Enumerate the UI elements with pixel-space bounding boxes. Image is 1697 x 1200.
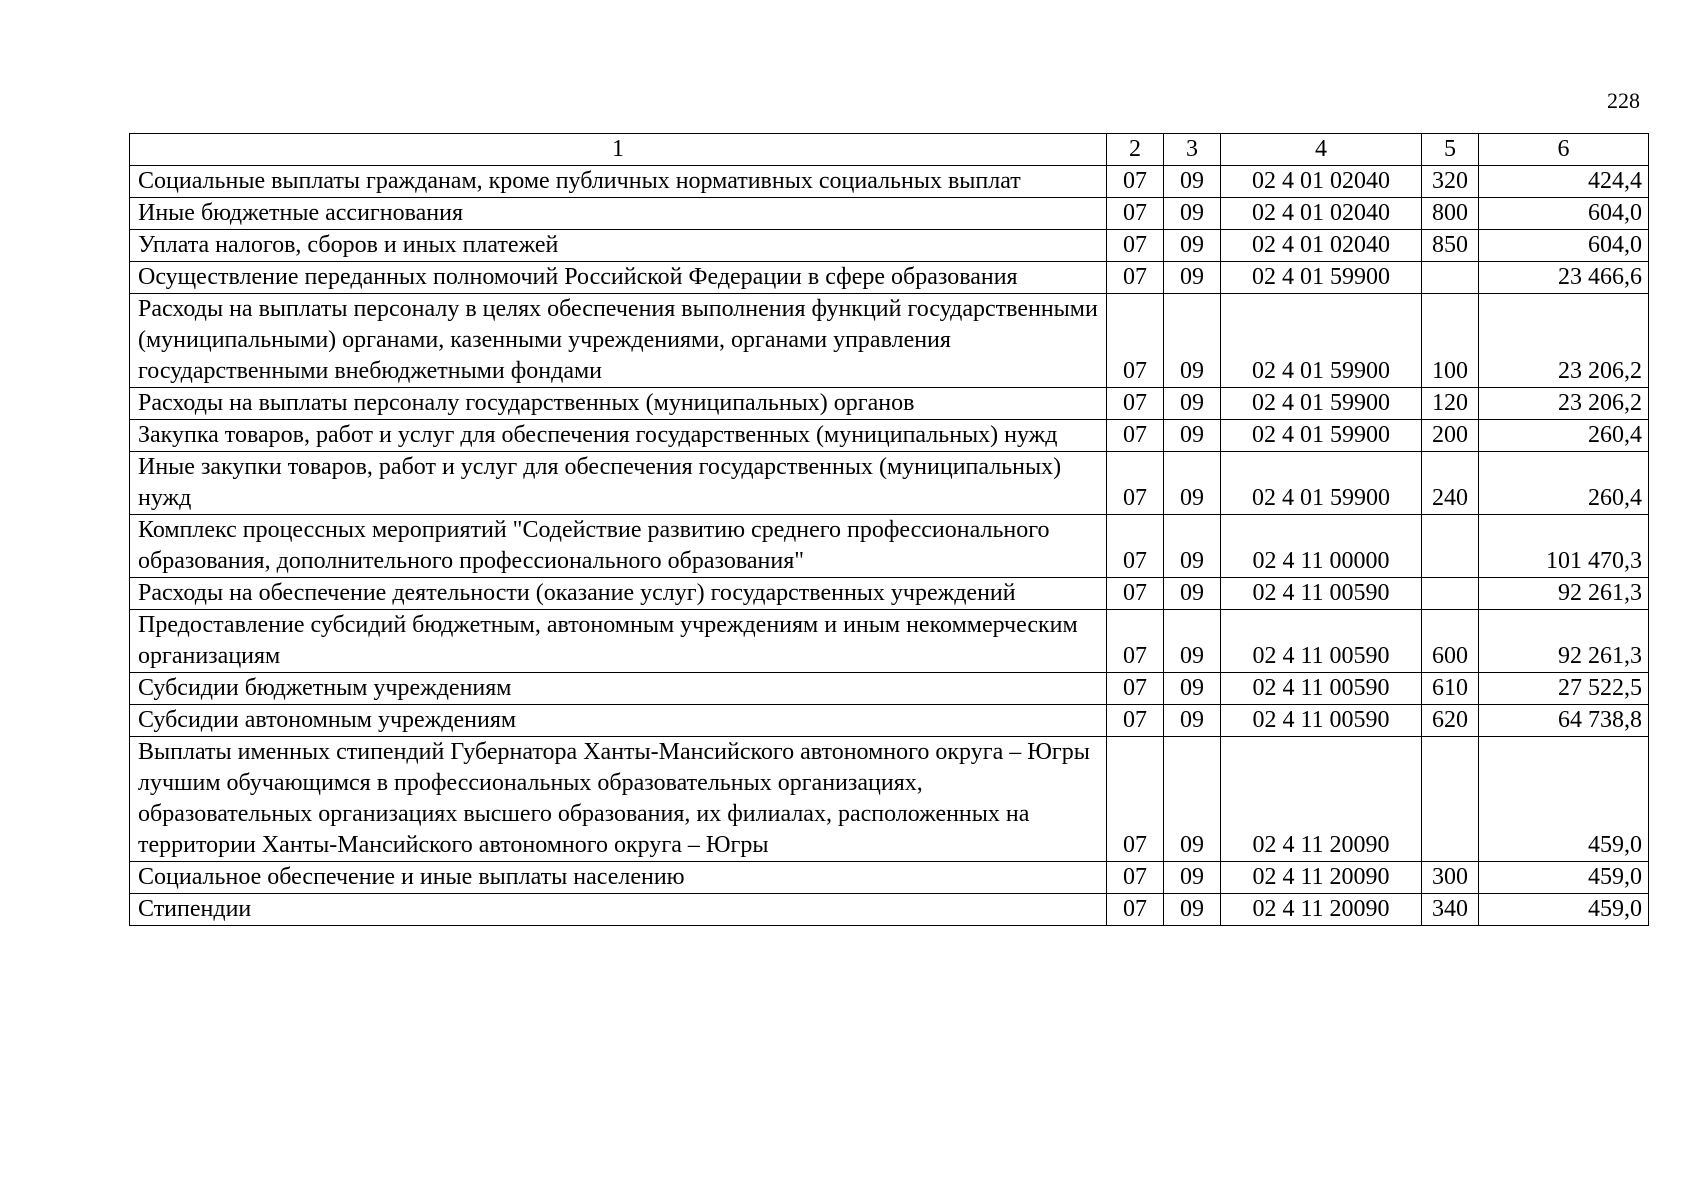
amount-cell: 92 261,3 [1479,578,1649,610]
amount-cell: 459,0 [1479,894,1649,926]
table-row [130,610,1649,673]
target-article-cell: 02 4 01 59900 [1221,452,1422,515]
expense-type-cell: 620 [1422,705,1479,737]
section-code-cell: 07 [1107,262,1164,294]
table-row [130,166,1649,198]
amount-cell: 27 522,5 [1479,673,1649,705]
expense-type-cell [1422,578,1479,610]
target-article-cell: 02 4 11 00590 [1221,610,1422,673]
column-header: 5 [1422,134,1479,166]
subsection-code-cell: 09 [1164,420,1221,452]
subsection-code-cell: 09 [1164,262,1221,294]
expense-name-cell: Стипендии [130,894,1107,926]
subsection-code-cell: 09 [1164,198,1221,230]
page-number: 228 [1607,88,1640,113]
table-row [130,294,1649,388]
table-row [130,894,1649,926]
section-code-cell: 07 [1107,294,1164,388]
table-row [130,673,1649,705]
section-code-cell: 07 [1107,862,1164,894]
target-article-cell: 02 4 01 59900 [1221,420,1422,452]
expense-type-cell: 800 [1422,198,1479,230]
subsection-code-cell: 09 [1164,673,1221,705]
amount-cell: 424,4 [1479,166,1649,198]
subsection-code-cell: 09 [1164,737,1221,862]
table-row [130,420,1649,452]
subsection-code-cell: 09 [1164,705,1221,737]
expense-type-cell [1422,737,1479,862]
table-header-row [130,134,1649,166]
table-row [130,705,1649,737]
subsection-code-cell: 09 [1164,578,1221,610]
amount-cell: 23 206,2 [1479,388,1649,420]
amount-cell: 92 261,3 [1479,610,1649,673]
amount-cell: 260,4 [1479,420,1649,452]
subsection-code-cell: 09 [1164,862,1221,894]
table-body [130,166,1649,926]
expense-type-cell: 610 [1422,673,1479,705]
subsection-code-cell: 09 [1164,515,1221,578]
target-article-cell: 02 4 11 20090 [1221,894,1422,926]
target-article-cell: 02 4 11 00590 [1221,673,1422,705]
expense-name-cell: Выплаты именных стипендий Губернатора Ханты-Мансийского автономного округа – Югры лучшим обучающимся в профессиональных образовательных организациях, образовательных организациях высшего образования, их филиалах, расположенных на территории Ханты-Мансийского автономного округа – Югры [130,737,1107,862]
expense-name-cell: Иные бюджетные ассигнования [130,198,1107,230]
expense-name-cell: Иные закупки товаров, работ и услуг для обеспечения государственных (муниципальных) нужд [130,452,1107,515]
target-article-cell: 02 4 11 00000 [1221,515,1422,578]
section-code-cell: 07 [1107,420,1164,452]
table-row [130,515,1649,578]
subsection-code-cell: 09 [1164,294,1221,388]
section-code-cell: 07 [1107,894,1164,926]
subsection-code-cell: 09 [1164,452,1221,515]
expense-name-cell: Комплекс процессных мероприятий "Содействие развитию среднего профессионального образования, дополнительного профессионального образования" [130,515,1107,578]
expense-type-cell: 300 [1422,862,1479,894]
column-header: 2 [1107,134,1164,166]
target-article-cell: 02 4 01 59900 [1221,262,1422,294]
expense-name-cell: Закупка товаров, работ и услуг для обеспечения государственных (муниципальных) нужд [130,420,1107,452]
section-code-cell: 07 [1107,673,1164,705]
target-article-cell: 02 4 01 59900 [1221,294,1422,388]
expense-type-cell [1422,515,1479,578]
expense-name-cell: Осуществление переданных полномочий Российской Федерации в сфере образования [130,262,1107,294]
amount-cell: 459,0 [1479,737,1649,862]
amount-cell: 23 466,6 [1479,262,1649,294]
amount-cell: 101 470,3 [1479,515,1649,578]
table-row [130,862,1649,894]
expense-type-cell: 200 [1422,420,1479,452]
target-article-cell: 02 4 11 00590 [1221,578,1422,610]
amount-cell: 260,4 [1479,452,1649,515]
table-row [130,230,1649,262]
amount-cell: 604,0 [1479,198,1649,230]
expense-type-cell: 600 [1422,610,1479,673]
amount-cell: 23 206,2 [1479,294,1649,388]
table-row [130,578,1649,610]
budget-table [129,133,1649,926]
column-header: 1 [130,134,1107,166]
subsection-code-cell: 09 [1164,894,1221,926]
expense-name-cell: Расходы на выплаты персоналу государственных (муниципальных) органов [130,388,1107,420]
target-article-cell: 02 4 11 00590 [1221,705,1422,737]
expense-name-cell: Предоставление субсидий бюджетным, автономным учреждениям и иным некоммерческим организациям [130,610,1107,673]
section-code-cell: 07 [1107,388,1164,420]
target-article-cell: 02 4 01 02040 [1221,166,1422,198]
expense-type-cell: 240 [1422,452,1479,515]
table-row [130,452,1649,515]
expense-name-cell: Уплата налогов, сборов и иных платежей [130,230,1107,262]
target-article-cell: 02 4 11 20090 [1221,737,1422,862]
expense-type-cell: 320 [1422,166,1479,198]
section-code-cell: 07 [1107,737,1164,862]
amount-cell: 604,0 [1479,230,1649,262]
section-code-cell: 07 [1107,230,1164,262]
expense-name-cell: Социальное обеспечение и иные выплаты населению [130,862,1107,894]
target-article-cell: 02 4 01 02040 [1221,230,1422,262]
expense-name-cell: Расходы на выплаты персоналу в целях обеспечения выполнения функций государственными (муниципальными) органами, казенными учреждениями, органами управления государственными внебюджетными фондами [130,294,1107,388]
expense-type-cell: 120 [1422,388,1479,420]
table-row [130,388,1649,420]
expense-type-cell: 100 [1422,294,1479,388]
section-code-cell: 07 [1107,166,1164,198]
section-code-cell: 07 [1107,705,1164,737]
section-code-cell: 07 [1107,610,1164,673]
expense-type-cell: 340 [1422,894,1479,926]
expense-name-cell: Субсидии бюджетным учреждениям [130,673,1107,705]
expense-name-cell: Субсидии автономным учреждениям [130,705,1107,737]
section-code-cell: 07 [1107,578,1164,610]
subsection-code-cell: 09 [1164,230,1221,262]
subsection-code-cell: 09 [1164,610,1221,673]
expense-type-cell [1422,262,1479,294]
table-row [130,737,1649,862]
expense-name-cell: Расходы на обеспечение деятельности (оказание услуг) государственных учреждений [130,578,1107,610]
section-code-cell: 07 [1107,515,1164,578]
column-header: 6 [1479,134,1649,166]
subsection-code-cell: 09 [1164,388,1221,420]
section-code-cell: 07 [1107,452,1164,515]
amount-cell: 64 738,8 [1479,705,1649,737]
column-header: 4 [1221,134,1422,166]
amount-cell: 459,0 [1479,862,1649,894]
column-header: 3 [1164,134,1221,166]
expense-type-cell: 850 [1422,230,1479,262]
expense-name-cell: Социальные выплаты гражданам, кроме публичных нормативных социальных выплат [130,166,1107,198]
table-row [130,198,1649,230]
subsection-code-cell: 09 [1164,166,1221,198]
target-article-cell: 02 4 01 02040 [1221,198,1422,230]
section-code-cell: 07 [1107,198,1164,230]
target-article-cell: 02 4 11 20090 [1221,862,1422,894]
table-row [130,262,1649,294]
target-article-cell: 02 4 01 59900 [1221,388,1422,420]
